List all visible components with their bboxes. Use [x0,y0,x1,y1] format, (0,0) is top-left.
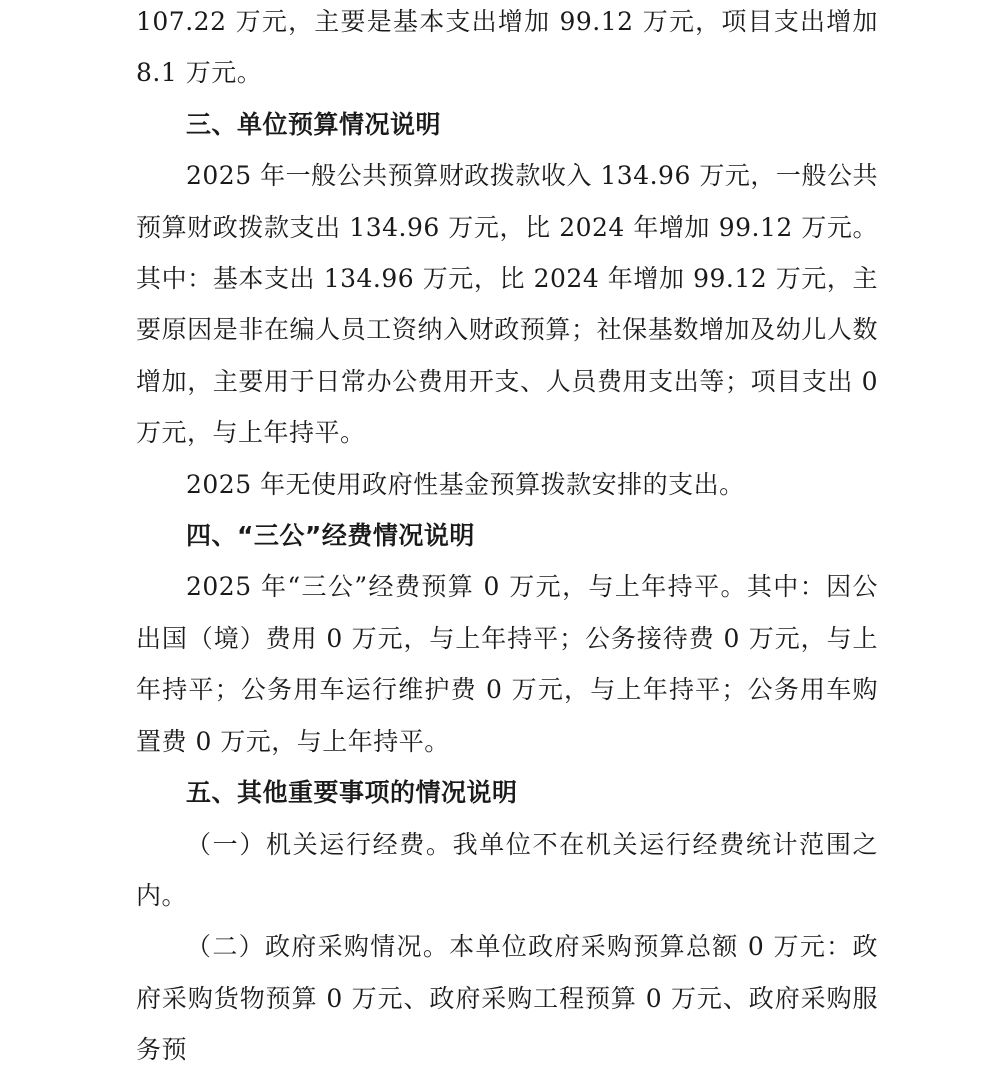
document-page [136,0,878,1076]
paragraph-expenditure-increase: 107.22 万元，主要是基本支出增加 99.12 万元，项目支出增加 8.1 万元。 [136,7,878,88]
paragraph-general-budget: 2025 年一般公共预算财政拨款收入 134.96 万元，一般公共预算财政拨款支出 134.96 万元，比 2024 年增加 99.12 万元。其中：基本支出 134.96 万元，比 2024 年增加 99.12 万元，主要原因是非在编人员工资纳入财政预算；社保基数增加及幼儿人数增加，主要用于日常办公费用开支、人员费用支出等；项目支出 0 万元，与上年持平。 [136,161,878,448]
section-heading-unit-budget: 三、单位预算情况说明 [186,109,442,139]
section-heading-three-public: 四、“三公”经费情况说明 [186,521,475,551]
section-heading-other-matters: 五、其他重要事项的情况说明 [186,778,518,808]
paragraph-operating-expenses: （一）机关运行经费。我单位不在机关运行经费统计范围之内。 [136,829,878,910]
paragraph-procurement: （二）政府采购情况。本单位政府采购预算总额 0 万元：政府采购货物预算 0 万元、政府采购工程预算 0 万元、政府采购服务预 [136,932,878,1065]
paragraph-three-public-expenses: 2025 年“三公”经费预算 0 万元，与上年持平。其中：因公出国（境）费用 0 万元，与上年持平；公务接待费 0 万元，与上年持平；公务用车运行维护费 0 万元，与上年持平；公务用车购置费 0 万元，与上年持平。 [136,572,878,756]
paragraph-government-fund: 2025 年无使用政府性基金预算拨款安排的支出。 [186,469,745,499]
